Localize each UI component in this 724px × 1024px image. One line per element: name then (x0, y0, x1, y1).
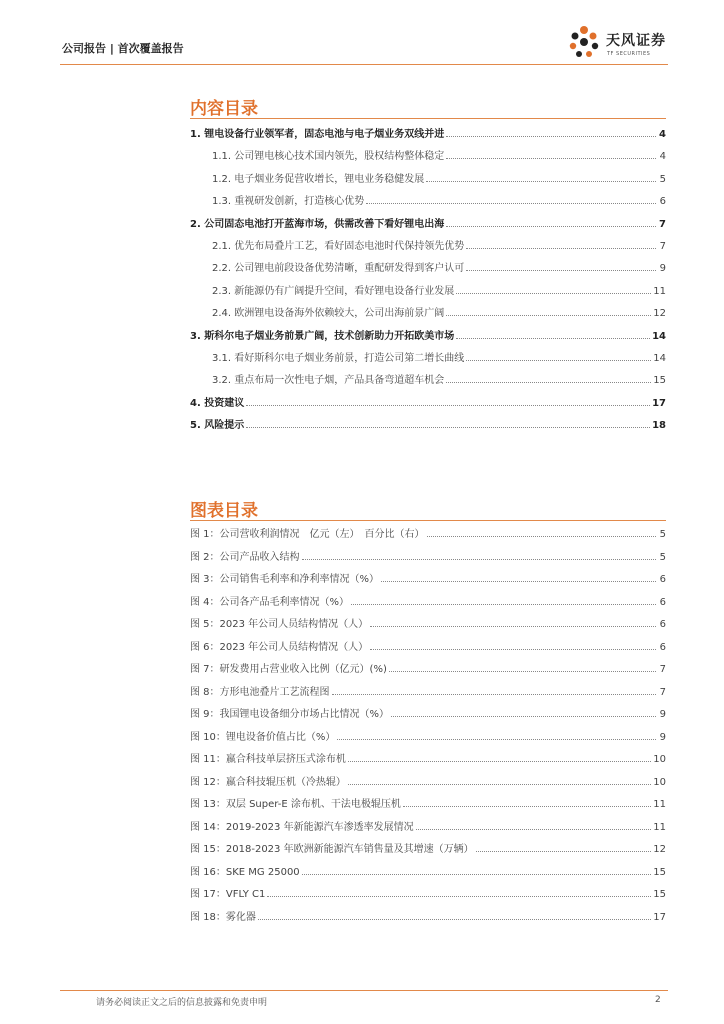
dot-leader (381, 581, 656, 582)
dot-leader (446, 315, 651, 316)
dot-leader (332, 694, 656, 695)
dot-leader (370, 649, 656, 650)
logo-flower-icon (566, 24, 602, 60)
dot-leader (246, 405, 650, 406)
figure-entry[interactable] (190, 680, 666, 698)
entry-label: 3.1. 看好斯科尔电子烟业务前景，打造公司第二增长曲线 (212, 353, 465, 364)
entry-page-number: 4 (659, 151, 666, 163)
figure-entry[interactable] (190, 905, 666, 923)
entry-page-number: 10 (653, 776, 666, 788)
company-logo (566, 22, 676, 62)
entry-page-number: 7 (659, 218, 666, 230)
figure-entry[interactable] (190, 882, 666, 900)
dot-leader (446, 136, 656, 137)
entry-page-number: 17 (653, 911, 666, 923)
entry-label: 图 18：雾化器 (190, 911, 256, 923)
entry-page-number: 9 (659, 263, 666, 275)
entry-label: 图 14：2019-2023 年新能源汽车渗透率发展情况 (190, 821, 414, 833)
entry-label: 图 12：嬴合科技辊压机（冷热辊） (190, 776, 346, 788)
entry-page-number: 5 (659, 173, 666, 185)
dot-leader (426, 181, 656, 182)
toc-entry[interactable] (190, 256, 666, 274)
entry-page-number: 9 (659, 731, 666, 743)
entry-page-number: 6 (659, 641, 666, 653)
entry-label: 1.2. 电子烟业务促营收增长，锂电业务稳健发展 (212, 173, 425, 185)
dot-leader (446, 158, 656, 159)
report-type-label: 公司报告 | 首次覆盖报告 (62, 42, 184, 55)
figure-entry[interactable] (190, 545, 666, 563)
toc-entry[interactable] (190, 413, 666, 431)
dot-leader (446, 226, 656, 227)
figure-entry[interactable] (190, 635, 666, 653)
entry-page-number: 6 (659, 196, 666, 208)
toc-entry[interactable] (190, 167, 666, 185)
entry-label: 1.3. 重视研发创新，打造核心优势 (212, 196, 365, 208)
entry-page-number: 15 (653, 375, 666, 387)
dot-leader (366, 203, 656, 204)
entry-page-number: 9 (659, 709, 666, 720)
dot-leader (456, 293, 651, 294)
entry-label: 图 3：公司销售毛利率和净利率情况（%） (190, 574, 380, 585)
dot-leader (267, 896, 651, 897)
figures-title: 图表目录 (190, 501, 258, 521)
toc-entry[interactable] (190, 212, 666, 230)
entry-label: 图 16：SKE MG 25000 (190, 866, 300, 878)
entry-label: 1. 锂电设备行业领军者，固态电池与电子烟业务双线并进 (190, 129, 445, 140)
figure-entry[interactable] (190, 567, 666, 585)
dot-leader (348, 761, 651, 762)
entry-label: 图 10：锂电设备价值占比（%） (190, 731, 336, 743)
dot-leader (351, 604, 656, 605)
dot-leader (466, 270, 656, 271)
dot-leader (403, 806, 651, 807)
entry-page-number: 17 (652, 397, 666, 409)
entry-label: 图 1：公司营收利润情况 亿元（左） 百分比（右） (190, 529, 425, 540)
dot-leader (391, 716, 656, 717)
figure-entry[interactable] (190, 590, 666, 608)
entry-page-number: 15 (653, 889, 666, 900)
dot-leader (348, 784, 651, 785)
dot-leader (416, 829, 652, 830)
dot-leader (466, 360, 651, 361)
entry-page-number: 11 (653, 799, 666, 810)
entry-label: 图 15：2018-2023 年欧洲新能源汽车销售量及其增速（万辆） (190, 844, 474, 855)
dot-leader (337, 739, 656, 740)
entry-label: 2. 公司固态电池打开蓝海市场，供需改善下看好锂电出海 (190, 218, 445, 230)
entry-label: 图 4：公司各产品毛利率情况（%） (190, 596, 350, 608)
disclaimer-notice: 请务必阅读正文之后的信息披露和免责申明 (96, 998, 268, 1008)
entry-page-number: 7 (659, 241, 666, 252)
entry-page-number: 6 (659, 619, 666, 630)
toc-entry[interactable] (190, 189, 666, 207)
footer-divider (60, 990, 668, 991)
dot-leader (466, 248, 656, 249)
dot-leader (370, 626, 656, 627)
entry-page-number: 10 (653, 754, 666, 765)
entry-page-number: 6 (659, 596, 666, 608)
dot-leader (476, 851, 652, 852)
figure-entry[interactable] (190, 837, 666, 855)
entry-page-number: 11 (653, 821, 666, 833)
entry-label: 图 9：我国锂电设备细分市场占比情况（%） (190, 709, 390, 720)
entry-label: 图 17：VFLY C1 (190, 889, 266, 900)
entry-label: 图 7：研发费用占营业收入比例（亿元）(%) (190, 664, 387, 675)
entry-label: 2.2. 公司锂电前段设备优势清晰，重配研发得到客户认可 (212, 263, 465, 275)
entry-label: 图 8：方形电池叠片工艺流程图 (190, 686, 330, 698)
toc-entry[interactable] (190, 324, 666, 342)
entry-label: 图 11：嬴合科技单层挤压式涂布机 (190, 754, 346, 765)
entry-label: 5. 风险提示 (190, 420, 245, 432)
toc-title-divider (190, 118, 666, 119)
figure-entry[interactable] (190, 770, 666, 788)
figures-title-divider (190, 520, 666, 521)
entry-page-number: 11 (653, 285, 666, 297)
logo-subtext: TF SECURITIES (607, 51, 651, 57)
entry-label: 图 5：2023 年公司人员结构情况（人） (190, 619, 369, 630)
entry-label: 3.2. 重点布局一次性电子烟，产品具备弯道超车机会 (212, 375, 445, 387)
entry-label: 图 2：公司产品收入结构 (190, 551, 300, 563)
figure-entry[interactable] (190, 815, 666, 833)
entry-page-number: 12 (653, 308, 666, 320)
entry-page-number: 7 (659, 664, 666, 675)
toc-entry[interactable] (190, 122, 666, 140)
dot-leader (389, 671, 656, 672)
dot-leader (302, 874, 652, 875)
entry-page-number: 5 (659, 551, 666, 563)
entry-page-number: 15 (653, 866, 666, 878)
entry-label: 2.3. 新能源仍有广阔提升空间，看好锂电设备行业发展 (212, 285, 455, 297)
toc-entry[interactable] (190, 234, 666, 252)
entry-page-number: 6 (659, 574, 666, 585)
toc-entry[interactable] (190, 279, 666, 297)
entry-page-number: 4 (659, 129, 666, 140)
dot-leader (246, 427, 650, 428)
logo-text: 天风证券 (606, 33, 666, 49)
dot-leader (446, 382, 651, 383)
page-number: 2 (655, 995, 661, 1005)
entry-page-number: 14 (653, 353, 666, 364)
header-divider (60, 64, 668, 65)
toc-entry[interactable] (190, 368, 666, 386)
figure-entry[interactable] (190, 725, 666, 743)
entry-page-number: 12 (653, 844, 666, 855)
entry-page-number: 18 (652, 420, 666, 432)
entry-label: 2.4. 欧洲锂电设备海外依赖较大，公司出海前景广阔 (212, 308, 445, 320)
entry-label: 2.1. 优先布局叠片工艺，看好固态电池时代保持领先优势 (212, 241, 465, 252)
toc-entry[interactable] (190, 346, 666, 364)
entry-page-number: 5 (659, 529, 666, 540)
toc-entry[interactable] (190, 144, 666, 162)
entry-page-number: 14 (652, 330, 666, 342)
dot-leader (302, 559, 656, 560)
figure-entry[interactable] (190, 612, 666, 630)
entry-label: 图 6：2023 年公司人员结构情况（人） (190, 641, 369, 653)
toc-entry[interactable] (190, 391, 666, 409)
figure-entry[interactable] (190, 522, 666, 540)
dot-leader (456, 338, 650, 339)
entry-label: 1.1. 公司锂电核心技术国内领先，股权结构整体稳定 (212, 151, 445, 163)
figure-entry[interactable] (190, 792, 666, 810)
toc-title: 内容目录 (190, 99, 258, 119)
entry-label: 图 13：双层 Super-E 涂布机、干法电极辊压机 (190, 799, 401, 810)
figure-entry[interactable] (190, 657, 666, 675)
entry-label: 4. 投资建议 (190, 397, 245, 409)
figure-entry[interactable] (190, 747, 666, 765)
dot-leader (258, 919, 651, 920)
entry-page-number: 7 (659, 686, 666, 698)
figure-entry[interactable] (190, 702, 666, 720)
figure-entry[interactable] (190, 860, 666, 878)
toc-entry[interactable] (190, 301, 666, 319)
entry-label: 3. 斯科尔电子烟业务前景广阔，技术创新助力开拓欧美市场 (190, 330, 455, 342)
dot-leader (427, 536, 656, 537)
